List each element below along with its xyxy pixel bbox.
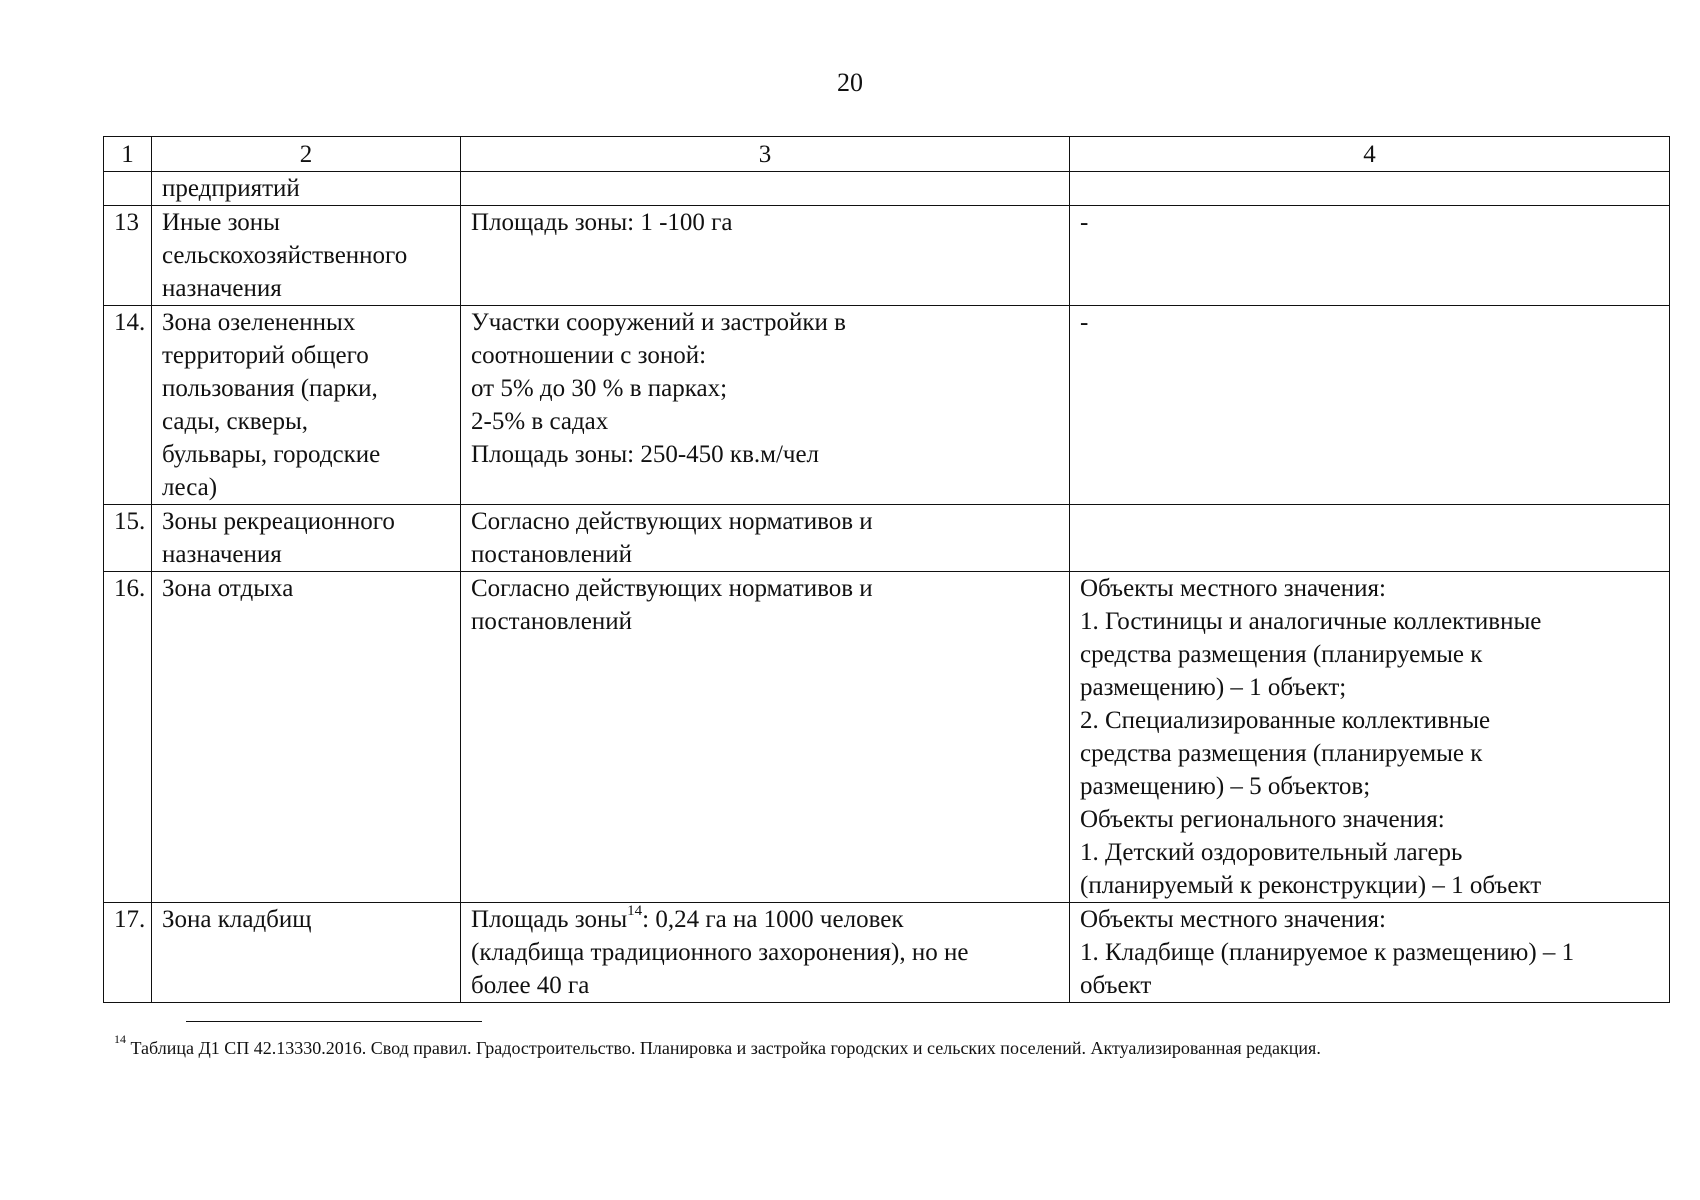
zone-name (152, 505, 461, 572)
table-row (104, 505, 1670, 572)
zone-name-line: Иные зоны (162, 209, 280, 236)
zone-parameters-line: соотношении с зоной: (471, 342, 707, 369)
zone-parameters (461, 505, 1070, 572)
row-number: 15. (104, 505, 152, 572)
zone-name-line: Зоны рекреационного (162, 508, 395, 535)
zone-objects-line: 2. Специализированные коллективные (1080, 707, 1491, 734)
zone-name (152, 306, 461, 505)
zone-parameters-line: Участки сооружений и застройки в (471, 309, 846, 336)
zone-name (152, 903, 461, 1003)
zone-objects (1070, 903, 1670, 1003)
zone-name-line: территорий общего (162, 342, 369, 369)
zone-parameters-line: (кладбища традиционного захоронения), но не (471, 939, 969, 966)
row-number: 17. (104, 903, 152, 1003)
zone-objects-line: размещению) – 1 объект; (1080, 674, 1347, 701)
footnote-ref: 14 (114, 1032, 126, 1046)
zone-objects (1070, 206, 1670, 306)
zone-name-line: сады, скверы, (162, 408, 309, 435)
column-header-4: 4 (1070, 137, 1670, 172)
zone-objects-line: - (1080, 309, 1089, 336)
row-number: 13 (104, 206, 152, 306)
zone-parameters-line: Согласно действующих нормативов и (471, 508, 873, 535)
zone-objects (1070, 306, 1670, 505)
zone-name (152, 572, 461, 903)
zone-name (152, 206, 461, 306)
zone-parameters (461, 206, 1070, 306)
footnote-ref-marker: 14 (627, 902, 643, 919)
zone-objects-line: размещению) – 5 объектов; (1080, 773, 1371, 800)
zone-parameters-line (471, 903, 1059, 936)
zone-parameters-line: от 5% до 30 % в парках; (471, 375, 728, 402)
zone-objects-line: объект (1080, 972, 1152, 999)
zone-parameters-line: Площадь зоны: 1 -100 га (471, 209, 733, 236)
zone-parameters-line: более 40 га (471, 972, 590, 999)
zone-parameters-line: постановлений (471, 541, 632, 568)
zone-name-line: бульвары, городские (162, 441, 381, 468)
zone-name-line: назначения (162, 275, 282, 302)
params-prefix: Площадь зоны (471, 906, 628, 933)
zone-name-line: предприятий (162, 175, 300, 202)
zones-table (103, 136, 1670, 1003)
column-header-1: 1 (104, 137, 152, 172)
table-header-row (104, 137, 1670, 172)
zone-name-line: леса) (162, 474, 218, 501)
zone-parameters (461, 572, 1070, 903)
zone-objects-line: 1. Кладбище (планируемое к размещению) – 1 (1080, 939, 1575, 966)
zone-parameters-line: постановлений (471, 608, 632, 635)
table-row (104, 172, 1670, 206)
footnote-divider (186, 1021, 482, 1022)
page-number: 20 (837, 68, 863, 97)
zone-objects-line: - (1080, 209, 1089, 236)
zone-name-line: Зона озелененных (162, 309, 356, 336)
zone-objects-line: (планируемый к реконструкции) – 1 объект (1080, 872, 1542, 899)
zone-parameters (461, 172, 1070, 206)
zone-parameters-line: Согласно действующих нормативов и (471, 575, 873, 602)
zone-objects (1070, 172, 1670, 206)
table-row (104, 306, 1670, 505)
params-suffix: : 0,24 га на 1000 человек (642, 906, 904, 933)
table-row (104, 206, 1670, 306)
table-row (104, 903, 1670, 1003)
footnote-text: Таблица Д1 СП 42.13330.2016. Свод правил. Градостроительство. Планировка и застройка городских и сельских поселений. Актуализированная редакция. (126, 1038, 1321, 1058)
zone-name-line: пользования (парки, (162, 375, 378, 402)
zone-parameters (461, 306, 1070, 505)
zone-parameters-line: Площадь зоны: 250-450 кв.м/чел (471, 441, 820, 468)
table-row (104, 572, 1670, 903)
zone-objects (1070, 505, 1670, 572)
footnote (114, 1032, 1321, 1059)
zone-objects-line: Объекты местного значения: (1080, 575, 1387, 602)
zone-parameters (461, 903, 1070, 1003)
zone-parameters-line: 2-5% в садах (471, 408, 609, 435)
zone-objects-line: 1. Детский оздоровительный лагерь (1080, 839, 1463, 866)
zone-objects-line: 1. Гостиницы и аналогичные коллективные (1080, 608, 1542, 635)
column-header-2: 2 (152, 137, 461, 172)
zone-name-line: Зона кладбищ (162, 906, 312, 933)
zone-objects-line: Объекты регионального значения: (1080, 806, 1445, 833)
zone-objects-line: средства размещения (планируемые к (1080, 641, 1483, 668)
row-number: 14. (104, 306, 152, 505)
zone-name-line: назначения (162, 541, 282, 568)
zone-objects-line: Объекты местного значения: (1080, 906, 1387, 933)
zone-objects (1070, 572, 1670, 903)
column-header-3: 3 (461, 137, 1070, 172)
row-number: 16. (104, 572, 152, 903)
zone-name-line: сельскохозяйственного (162, 242, 408, 269)
zone-objects-line: средства размещения (планируемые к (1080, 740, 1483, 767)
zone-name-line: Зона отдыха (162, 575, 294, 602)
zone-name (152, 172, 461, 206)
row-number (104, 172, 152, 206)
